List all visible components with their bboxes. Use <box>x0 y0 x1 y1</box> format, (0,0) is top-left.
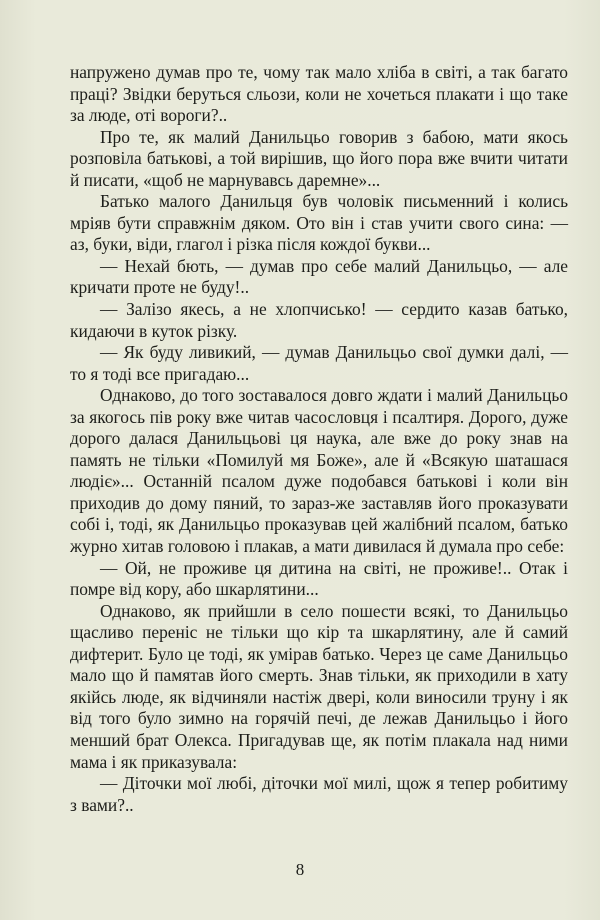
page-number: 8 <box>295 860 305 879</box>
paragraph: Батько малого Данильця був чоловік письменний і колись мріяв бути справжнім дяком. Ото він і став учити свого сина: — аз, буки, віди, глагол і різка після кождої букви... <box>70 191 568 255</box>
paragraph: — Залізо якесь, а не хлопчисько! — сердито казав батько, кидаючи в куток різку. <box>70 299 568 341</box>
paragraph: напружено думав про те, чому так мало хліба в світі, а так багато праці? Звідки беруться сльози, коли не хочеться плакати і що таке за люде, оті вороги?.. <box>70 62 568 126</box>
paragraph: Однаково, як прийшли в село пошести всякі, то Данильцьо щасливо переніс не тільки що кір та шкарлятину, але й самий дифтерит. Було це тоді, як умірав батько. Через це саме Данильцьо мало що й памятав його смерть. Знав тільки, як приходили в хату якійсь люде, як відчиняли настіж двері, коли виносили труну і як від того було зимно на горячій печі, де лежав Данильцьо і його менший брат Олекса. Пригадував ще, як потім плакала над ними мама і як приказувала: <box>70 600 568 772</box>
paragraph: Про те, як малий Данильцьо говорив з бабою, мати якось розповіла батькові, а той вирішив, що його пора вже вчити читати й писати, «щоб не марнувавсь даремне»... <box>70 126 568 190</box>
body-text <box>70 62 568 816</box>
paragraph: — Як буду ливикий, — думав Данильцьо свої думки далі, — то я тоді все пригадаю... <box>70 342 568 384</box>
paragraph: Однаково, до того зоставалося довго ждати і малий Данильцьо за якогось пів року вже читав часословця і псалтиря. Дорого, дуже дорого далася Данильцьові ця наука, але вже до року знав на память не тільки «Помилуй мя Боже», але й «Всякую шаташася людіє»... Останній псалом дуже подобався батькові і коли він приходив до дому пяний, то зараз-же заставляв його проказувати собі і, тоді, як Данильцьо проказував цей жалібний псалом, батько журно хитав головою і плакав, а мати дивилася й думала про себе: <box>70 385 568 557</box>
paragraph: — Ой, не проживе ця дитина на світі, не проживе!.. Отак і помре від кору, або шкарлятини... <box>70 557 568 600</box>
paragraph: — Діточки мої любі, діточки мої милі, щож я тепер робитиму з вами?.. <box>70 773 568 815</box>
paragraph: — Нехай бють, — думав про себе малий Данильцьо, — але кричати проте не буду!.. <box>70 255 568 298</box>
